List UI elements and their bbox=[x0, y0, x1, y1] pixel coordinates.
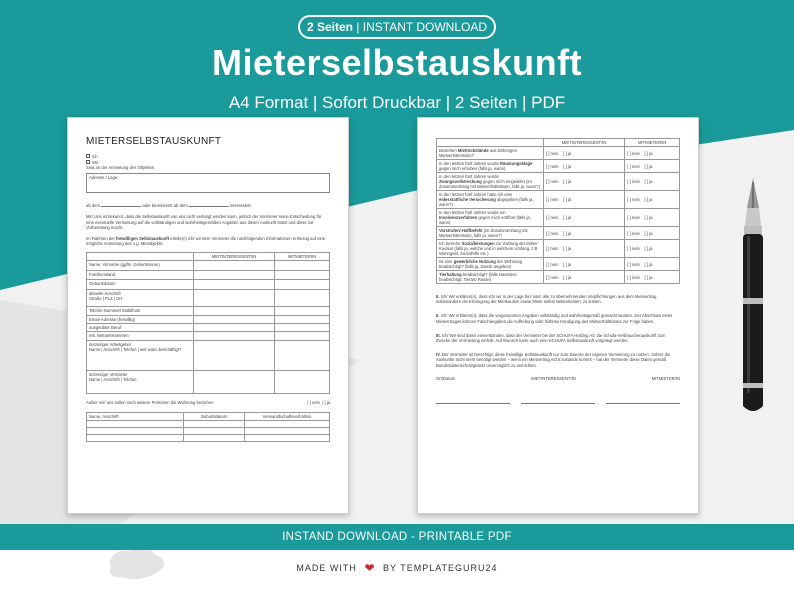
table-cell bbox=[87, 434, 184, 441]
row-label-text: beabsichtigt? (falls Haustiere beabsichtigt: Tierart/ Rasse) bbox=[439, 272, 517, 282]
row-label: Name, Vorname (ggfls. Geburtsname) bbox=[87, 261, 194, 271]
option-no: [ ] nein bbox=[627, 261, 640, 267]
table-header-empty bbox=[437, 139, 544, 147]
yes-no-options bbox=[543, 147, 624, 160]
option-no: [ ] nein bbox=[545, 246, 559, 251]
row-label-text: zur Zahlung der Miete/ Kaution (falls ja, welche und in welchem Umfang, z.B Wohngeld, Sozialhilfe etc.) bbox=[439, 241, 538, 256]
yes-no-options bbox=[625, 209, 680, 227]
persons-opt-no: | ] nein bbox=[307, 400, 320, 406]
applicant-table bbox=[86, 252, 330, 394]
address-box bbox=[86, 173, 330, 193]
row-label bbox=[437, 227, 544, 240]
row-label-text: der Wohnung beabsichtigt? (falls ja, Zweck angeben) bbox=[439, 259, 523, 269]
row-label-bold: gewerbliche Nutzung bbox=[453, 259, 496, 264]
table-row bbox=[437, 173, 680, 191]
option-yes: [ ] ja bbox=[644, 197, 653, 202]
yes-no-options bbox=[625, 271, 680, 284]
option-yes: [ ] ja bbox=[644, 215, 653, 220]
table-cell bbox=[275, 261, 330, 271]
option-no: [ ] nein bbox=[627, 215, 640, 220]
option-no: [ ] nein bbox=[627, 163, 640, 169]
yes-no-options bbox=[543, 271, 624, 284]
row-label: derzeitiger Arbeitgeber Name | Anschrift | Telefon | seit wann beschäftigt? bbox=[87, 341, 194, 371]
heart-icon: ❤ bbox=[364, 561, 376, 575]
row-label-text: In den letzten fünf Jahren wurde bbox=[439, 161, 499, 166]
table-row bbox=[437, 160, 680, 173]
option-no: [ ] nein bbox=[627, 150, 640, 156]
table-row bbox=[87, 341, 330, 371]
table-row bbox=[437, 191, 680, 209]
table-cell bbox=[193, 290, 274, 307]
table-cell bbox=[275, 280, 330, 290]
yes-no-options bbox=[543, 209, 624, 227]
footer-band: INSTAND DOWNLOAD - PRINTABLE PDF bbox=[0, 524, 794, 550]
table-header-coapplicant: MITMIETER/IN bbox=[275, 253, 330, 261]
row-label: ausgeübter Beruf bbox=[87, 324, 194, 332]
consent-text-b: erteile(n) ich/ wir dem Vermieter die nachfolgenden Informationen in Bezug auf eine mögliche Anmietung des o.g. Mietobjekts: bbox=[86, 236, 326, 247]
yes-no-options bbox=[543, 227, 624, 240]
table-row bbox=[87, 290, 330, 307]
option-no: [ ] nein bbox=[627, 179, 640, 184]
table-cell bbox=[193, 316, 274, 324]
yes-no-options bbox=[625, 258, 680, 271]
table-cell bbox=[87, 420, 184, 427]
signature-label-place: Ort/Datum bbox=[436, 375, 456, 381]
row-label bbox=[437, 160, 544, 173]
persons-header-name: Name, Anschrift bbox=[87, 412, 184, 420]
declaration-table bbox=[436, 138, 680, 284]
yes-no-options bbox=[625, 173, 680, 191]
signature-label-coapplicant: MITMIETER/IN bbox=[651, 375, 680, 381]
document-title: MIETERSELBSTAUSKUNFT bbox=[86, 136, 222, 147]
row-label-bold: eidesstattliche Versicherung bbox=[439, 197, 496, 202]
yes-no-options bbox=[625, 160, 680, 173]
option-yes: [ ] ja bbox=[563, 261, 572, 267]
option-yes: [ ] ja bbox=[644, 274, 653, 280]
option-yes: [ ] ja bbox=[563, 150, 572, 156]
table-row bbox=[87, 324, 330, 332]
row-label-text: In den letzten fünf Jahren wurde bbox=[439, 174, 499, 179]
table-row bbox=[437, 227, 680, 240]
checkbox-icon bbox=[86, 160, 90, 164]
fountain-pen-icon bbox=[728, 178, 778, 418]
row-label: Telefon-Nummer/ Mobilfunk bbox=[87, 307, 194, 316]
option-no: [ ] nein bbox=[545, 150, 559, 156]
persons-header-relation: Verwandtschaftsverhältnis bbox=[244, 412, 329, 420]
date-line bbox=[86, 203, 330, 208]
table-header-applicant: MIETINTERESSENT/IN bbox=[193, 253, 274, 261]
table-row bbox=[87, 332, 330, 341]
table-cell bbox=[275, 316, 330, 324]
declaration-4 bbox=[436, 352, 680, 368]
table-cell bbox=[184, 420, 245, 427]
row-label bbox=[437, 191, 544, 209]
table-cell bbox=[275, 271, 330, 280]
row-label: Familienstand bbox=[87, 271, 194, 280]
checkbox-label: Wir bbox=[92, 159, 99, 165]
persons-header-birth: Geburtsdatum bbox=[184, 412, 245, 420]
main-title: Mieterselbstauskunft bbox=[211, 42, 583, 83]
table-row bbox=[87, 261, 330, 271]
table-row bbox=[437, 147, 680, 160]
table-cell bbox=[193, 371, 274, 394]
option-yes: [ ] ja bbox=[644, 230, 653, 236]
table-header-applicant: MIETINTERESSENT/IN bbox=[543, 139, 624, 147]
row-label-text: gegen mich eröffnet (falls ja, wann) bbox=[439, 215, 531, 225]
option-no: [ ] nein bbox=[545, 163, 559, 169]
table-cell bbox=[275, 341, 330, 371]
table-row bbox=[437, 271, 680, 284]
row-label bbox=[437, 173, 544, 191]
checkbox-icon bbox=[86, 154, 90, 158]
option-yes: [ ] ja bbox=[644, 150, 653, 156]
table-cell bbox=[275, 332, 330, 341]
declaration-label: II. bbox=[436, 294, 440, 299]
blank-line bbox=[189, 203, 229, 207]
table-row bbox=[87, 371, 330, 394]
address-label: Adresse / Lage: bbox=[89, 175, 119, 181]
row-label-text: In den letzten fünf Jahren habe ich eine bbox=[439, 192, 513, 197]
persons-question bbox=[86, 400, 330, 405]
yes-no-options bbox=[625, 147, 680, 160]
persons-text: Außer mir/ uns sollen noch weitere Personen die Wohnung beziehen bbox=[86, 400, 214, 406]
signature-line bbox=[606, 403, 680, 404]
yes-no-options bbox=[543, 160, 624, 173]
row-label-bold: Vorstrafen/ Haftbefehl bbox=[439, 228, 483, 233]
table-cell bbox=[184, 434, 245, 441]
subtitle: A4 Format | Sofort Druckbar | 2 Seiten | PDF bbox=[228, 93, 566, 112]
row-label-text: Bestehen bbox=[439, 148, 457, 153]
signature-labels bbox=[436, 376, 680, 381]
declaration-label: II. bbox=[436, 313, 440, 319]
declaration-text: Ich/ Wir erklären(n), dass die vorgenannten Angaben vollständig und wahrheitsgemäß gemacht wurden. Der Abschluss eines Mietvertrages können Falschangaben die Aufhebung oder fristlose Kündigung des Mietverhältnisses zur Folge haben. bbox=[436, 313, 673, 324]
row-label bbox=[437, 271, 544, 284]
table-cell bbox=[193, 324, 274, 332]
table-row bbox=[437, 258, 680, 271]
option-yes: [ ] ja bbox=[563, 274, 572, 280]
table-cell bbox=[184, 427, 245, 434]
option-yes: [ ] ja bbox=[563, 230, 572, 236]
yes-no-options bbox=[625, 191, 680, 209]
declaration-1 bbox=[436, 294, 680, 304]
row-label-text: In den letzten fünf Jahren wurde ein bbox=[439, 210, 506, 215]
option-no: [ ] nein bbox=[627, 197, 640, 202]
row-label bbox=[437, 209, 544, 227]
table-row bbox=[437, 240, 680, 258]
row-label-bold: Zwangsvollstreckung bbox=[439, 179, 482, 184]
row-label-bold: Sozialleistungen bbox=[461, 241, 495, 246]
table-cell bbox=[87, 427, 184, 434]
document-page-1 bbox=[67, 117, 349, 514]
table-cell bbox=[193, 261, 274, 271]
declaration-text: Ich/ Wir sind damit einverstanden, dass der Vermieter bei der SCHUFA Holding AG die Schufa-Verbraucherauskunft zum Zwecke der Vermietung einholt. Auf Wunsch kann auch eine SCHUFA Selbstauskunft vorgelegt werden. bbox=[436, 332, 666, 344]
yes-no-options bbox=[543, 173, 624, 191]
yes-no-options bbox=[543, 240, 624, 258]
badge-bold-text: 2 Seiten bbox=[306, 20, 353, 34]
row-label-text: aus bisherigen Mietverhältnissen? bbox=[439, 148, 518, 158]
table-cell bbox=[244, 427, 329, 434]
row-label-text: gegen mich eingeleitet (im Zusammenhang mit Mietverhältnissen, falls ja, wann?) bbox=[439, 179, 541, 189]
table-header-empty bbox=[87, 253, 194, 261]
row-label: derzeitiger Vermieter Name | Anschrift | Telefon bbox=[87, 371, 194, 394]
declaration-text: Der Vermieter ist berechtigt, diese freiwillige Selbstauskunft nur zum Zwecke der eigenen Vermietung zu nutzen. Sofern die Auskünfte nicht mehr benötigt werden – wenn ein Mietvertrag nicht zustande kommt – hat der Vermieter diese Daten gemäß Bundesdatenschutzgesetz unverzüglich zu vernichten. bbox=[436, 352, 671, 368]
table-row bbox=[87, 280, 330, 290]
signature-lines bbox=[436, 403, 680, 404]
row-label-bold: Insolvenzverfahren bbox=[439, 215, 478, 220]
option-no: [ ] nein bbox=[545, 274, 559, 280]
row-label-text: (im Zusammenhang mit Mietverhältnissen, falls ja, wann?) bbox=[439, 228, 528, 238]
row-label: Geburtsdatum bbox=[87, 280, 194, 290]
intro-text: Sind an der Anmietung des Objektes bbox=[86, 165, 154, 170]
table-header-coapplicant: MITMIETER/IN bbox=[625, 139, 680, 147]
table-cell bbox=[244, 434, 329, 441]
option-yes: [ ] ja bbox=[644, 179, 653, 184]
declaration-label: IV. bbox=[436, 352, 441, 358]
signature-line bbox=[521, 403, 595, 404]
declaration-2 bbox=[436, 313, 680, 323]
table-row bbox=[87, 316, 330, 324]
yes-no-options bbox=[625, 240, 680, 258]
blank-line bbox=[101, 203, 141, 207]
checkbox-label: Ich bbox=[92, 153, 98, 159]
option-no: [ ] nein bbox=[545, 197, 559, 202]
option-yes: [ ] ja bbox=[563, 197, 572, 202]
option-no: [ ] nein bbox=[545, 261, 559, 267]
row-label-bold: Tierhaltung bbox=[439, 272, 462, 277]
option-yes: [ ] ja bbox=[563, 215, 572, 220]
row-label-text: Ich beziehe bbox=[439, 241, 461, 246]
table-cell bbox=[193, 332, 274, 341]
row-label: Email-Adresse (freiwillig) bbox=[87, 316, 194, 324]
row-label: mtl. Nettoeinkommen bbox=[87, 332, 194, 341]
option-no: [ ] nein bbox=[545, 215, 559, 220]
row-label-text: Ist eine bbox=[439, 259, 453, 264]
table-cell bbox=[244, 420, 329, 427]
declaration-label: III. bbox=[436, 332, 441, 338]
consent-text-a: Im Rahmen der bbox=[86, 236, 115, 242]
table-cell bbox=[275, 324, 330, 332]
date-label-b: oder bereits/erst ab dem bbox=[142, 203, 188, 209]
option-yes: [ ] ja bbox=[563, 163, 572, 169]
row-label-bold: Räumungsklage bbox=[500, 161, 533, 166]
consent-bold: freiwilligen Selbstauskunft bbox=[116, 236, 170, 242]
option-no: [ ] nein bbox=[627, 274, 640, 280]
option-no: [ ] nein bbox=[627, 230, 640, 236]
row-label: aktuelle Anschrift Straße | PLZ | Ort bbox=[87, 290, 194, 307]
row-label bbox=[437, 147, 544, 160]
info-paragraph: Mir/ Uns ist bekannt, dass die Selbstauskunft von uns nicht verlangt werden kann, jedoch der Vermieter seine Entscheidung für eine eventuelle Vermietung auf die vollständigen und wahrheitsgemäßen Angaben aus dieser Auskunft stützt und diese zur Vorbereitung macht. bbox=[86, 214, 322, 230]
row-label bbox=[437, 240, 544, 258]
credit-text-b: BY TEMPLATEGURU24 bbox=[383, 563, 498, 573]
option-no: [ ] nein bbox=[545, 230, 559, 236]
credit-text-a: MADE WITH bbox=[296, 563, 357, 573]
table-cell bbox=[193, 341, 274, 371]
declaration-3 bbox=[436, 333, 680, 343]
signature-line bbox=[436, 403, 510, 404]
row-label bbox=[437, 258, 544, 271]
row-label-text: abgegeben (falls ja, wann?) bbox=[439, 197, 534, 207]
yes-no-options bbox=[543, 258, 624, 271]
option-yes: [ ] ja bbox=[644, 246, 653, 251]
yes-no-options bbox=[543, 191, 624, 209]
signature-label-applicant: MIETINTERESSENT/IN bbox=[531, 375, 576, 381]
badge-text: | INSTANT DOWNLOAD bbox=[356, 20, 488, 34]
date-label-c: interessiert. bbox=[230, 203, 252, 209]
table-cell bbox=[275, 290, 330, 307]
date-label-a: ab dem bbox=[86, 203, 100, 209]
table-row bbox=[437, 209, 680, 227]
table-cell bbox=[193, 280, 274, 290]
declaration-text: Ich/ Wir erklären(n), dass ich/ wir in der Lage bin/ sind, alle zu übernehmenden Verpflichtungen aus dem Mietvertrag, insbesondere die Erbringung der Mietkaution sowie Miete selbst Nebenkosten, zu leisten. bbox=[436, 294, 658, 305]
option-no: [ ] nein bbox=[627, 246, 640, 251]
document-page-2 bbox=[417, 117, 699, 514]
option-yes: [ ] ja bbox=[563, 179, 572, 184]
option-yes: [ ] ja bbox=[563, 246, 572, 251]
table-cell bbox=[275, 371, 330, 394]
table-row bbox=[87, 271, 330, 280]
persons-opt-yes: | ] ja bbox=[322, 400, 330, 406]
table-row bbox=[87, 307, 330, 316]
page-count-badge bbox=[298, 15, 496, 39]
credit-line bbox=[0, 561, 794, 575]
table-cell bbox=[193, 307, 274, 316]
table-cell bbox=[193, 271, 274, 280]
row-label-bold: Mietrückstände bbox=[457, 148, 489, 153]
table-cell bbox=[275, 307, 330, 316]
persons-table bbox=[86, 412, 330, 442]
option-yes: [ ] ja bbox=[644, 261, 653, 267]
yes-no-options bbox=[625, 227, 680, 240]
consent-paragraph bbox=[86, 236, 330, 246]
option-no: [ ] nein bbox=[545, 179, 559, 184]
option-yes: [ ] ja bbox=[644, 163, 653, 169]
row-label-text: gegen mich erhoben (falls ja, wann) bbox=[439, 166, 506, 171]
